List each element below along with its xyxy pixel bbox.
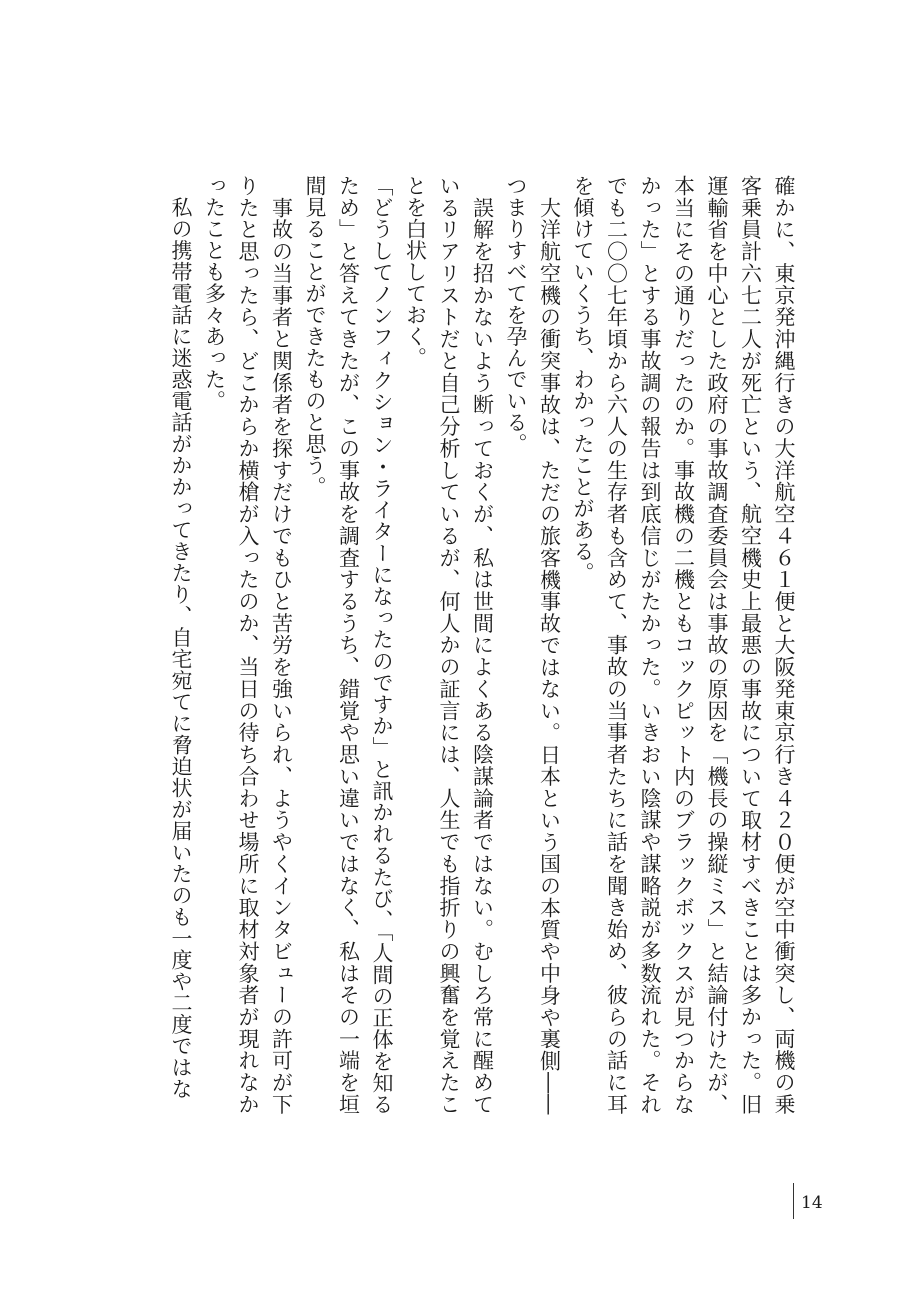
body-paragraph-2: 大洋航空機の衝突事故は、ただの旅客機事故ではない。日本という国の本質や中身や裏側――つまりすべてを孕んでいる。 — [504, 175, 562, 1115]
folio-rule — [793, 1183, 794, 1219]
body-paragraph-4: 「どうしてノンフィクション・ライターになったのですか」と訊かれるたび、「人間の正体を知るため」と答えてきたが、この事故を調査するうち、錯覚や思い違いではなく、私はその一端を垣間見ることができたものと思う。 — [303, 175, 394, 1115]
body-text — [120, 175, 800, 1115]
page-number: 14 — [801, 1193, 823, 1213]
body-paragraph-5: 事故の当事者と関係者を探すだけでもひと苦労を強いられ、ようやくインタビューの許可が下りたと思ったら、どこからか横槍が入ったのか、当日の待ち合わせ場所に取材対象者が現れなかったことも多々あった。 — [202, 175, 294, 1115]
body-paragraph-1: 確かに、東京発沖縄行きの大洋航空４６１便と大阪発東京行き４２０便が空中衝突し、両機の乗客乗員計六七二人が死亡という、航空機史上最悪の事故について取材すべきことは多かった。旧運輸省を中心とした政府の事故調査委員会は事故の原因を「機長の操縦ミス」と結論付けたが、本当にその通りだったのか。事故機の二機ともコックピット内のブラックボックスが見つからなかった」とする事故調の報告は到底信じがたかった。いきおい陰謀や謀略説が多数流れた。それでも二〇〇七年頃から六人の生存者も含めて、事故の当事者たちに話を聞き始め、彼らの話に耳を傾けていくうち、わかったことがある。 — [571, 175, 796, 1115]
body-paragraph-3: 誤解を招かないよう断っておくが、私は世間によくある陰謀論者ではない。むしろ常に醒めているリアリストだと自己分析しているが、何人かの証言には、人生でも指折りの興奮を覚えたことを白状しておく。 — [403, 175, 495, 1115]
body-paragraph-6: 私の携帯電話に迷惑電話がかかってきたり、自宅宛てに脅迫状が届いたのも一度や二度ではな — [169, 175, 193, 1100]
